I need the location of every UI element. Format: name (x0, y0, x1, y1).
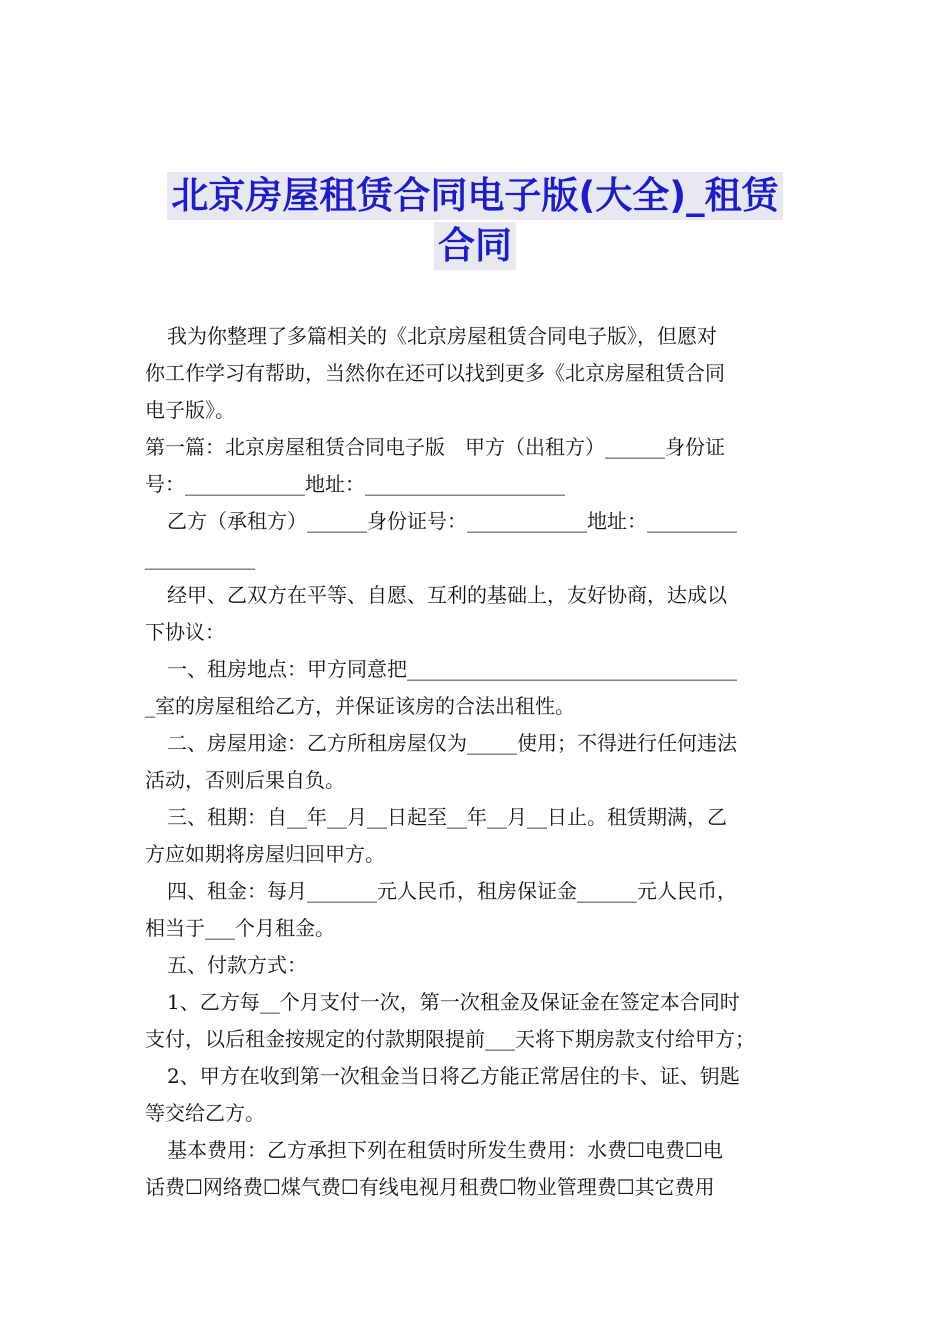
body-line: 2、甲方在收到第一次租金当日将乙方能正常居住的卡、证、钥匙 (167, 1064, 740, 1088)
body-line: 第一篇：北京房屋租赁合同电子版 甲方（出租方）______身份证 (145, 435, 725, 459)
body-line: 乙方（承租方）______身份证号：____________地址：_________ (167, 509, 737, 533)
title-line-1: 北京房屋租赁合同电子版(大全)_租赁 (167, 172, 782, 220)
body-line: ___________ (145, 546, 255, 570)
body-line: 相当于___个月租金。 (145, 916, 335, 940)
body-line: 四、租金：每月_______元人民币，租房保证金______元人民币， (167, 879, 737, 903)
body-line: 电子版》。 (145, 398, 235, 422)
body-line: 下协议： (145, 620, 225, 644)
document-body (145, 318, 810, 1206)
body-line: 活动，否则后果自负。 (145, 768, 345, 792)
body-line: 1、乙方每__个月支付一次，第一次租金及保证金在签定本合同时 (167, 990, 740, 1014)
body-line: 支付，以后租金按规定的付款期限提前___天将下期房款支付给甲方； (145, 1027, 755, 1051)
body-line: 方应如期将房屋归回甲方。 (145, 842, 385, 866)
body-line: 二、房屋用途：乙方所租房屋仅为_____使用；不得进行任何违法 (167, 731, 737, 755)
body-line: 你工作学习有帮助，当然你在还可以找到更多《北京房屋租赁合同 (145, 361, 725, 385)
body-line: 等交给乙方。 (145, 1101, 265, 1125)
body-line: 五、付款方式： (167, 953, 307, 977)
body-line: _室的房屋租给乙方，并保证该房的合法出租性。 (145, 694, 575, 718)
document-title (0, 172, 950, 270)
body-line: 三、租期：自__年__月__日起至__年__月__日止。租赁期满，乙 (167, 805, 727, 829)
body-line: 号：____________地址：____________________ (145, 472, 565, 496)
body-line: 一、租房地点：甲方同意把_________________________________ (167, 657, 737, 681)
body-line: 我为你整理了多篇相关的《北京房屋租赁合同电子版》，但愿对 (167, 324, 717, 348)
title-line-2: 合同 (434, 222, 516, 270)
body-line: 话费☐网络费☐煤气费☐有线电视月租费☐物业管理费☐其它费用 (145, 1175, 715, 1199)
body-line: 基本费用：乙方承担下列在租赁时所发生费用：水费☐电费☐电 (167, 1138, 723, 1162)
body-line: 经甲、乙双方在平等、自愿、互利的基础上，友好协商，达成以 (167, 583, 727, 607)
